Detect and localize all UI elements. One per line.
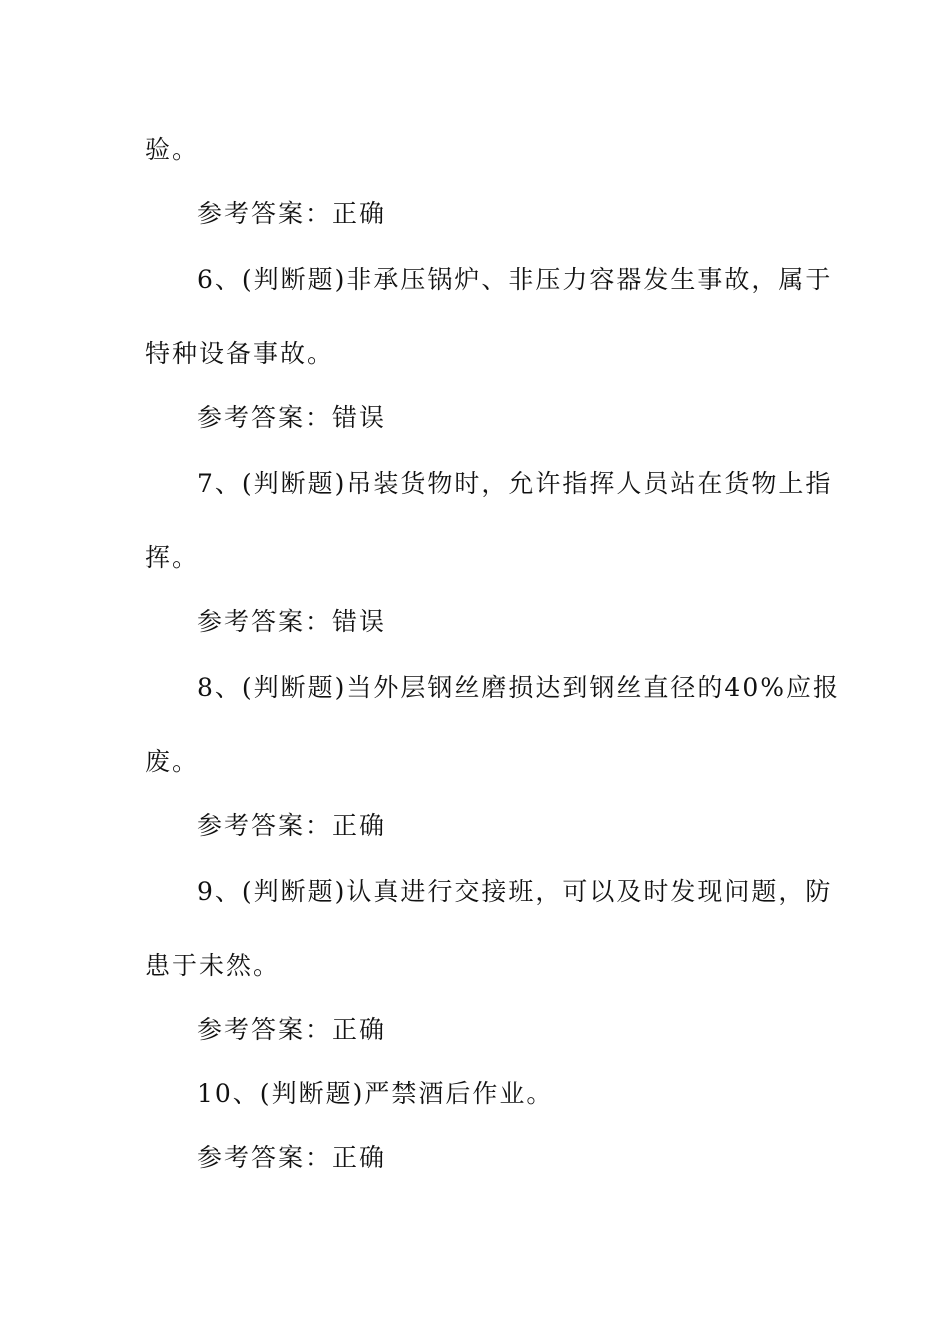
answer-9 bbox=[197, 1014, 386, 1046]
question-8-line1: 8、(判断题)当外层钢丝磨损达到钢丝直径的40%应报 bbox=[197, 673, 840, 702]
question-9-line2: 患于未然。 bbox=[145, 951, 281, 980]
answer-6 bbox=[197, 402, 386, 434]
answer-prefix: 参考答案： bbox=[197, 811, 333, 840]
answer-value: 错误 bbox=[332, 607, 387, 636]
answer-value: 正确 bbox=[332, 1015, 387, 1044]
question-6-line2: 特种设备事故。 bbox=[145, 339, 335, 368]
answer-prefix: 参考答案： bbox=[197, 1015, 333, 1044]
question-5-continuation: 验。 bbox=[145, 135, 200, 164]
answer-value: 错误 bbox=[332, 403, 387, 432]
answer-8 bbox=[197, 810, 386, 842]
question-10-line1: 10、(判断题)严禁酒后作业。 bbox=[197, 1079, 554, 1108]
question-8-line2: 废。 bbox=[145, 747, 200, 776]
answer-prefix: 参考答案： bbox=[197, 199, 333, 228]
answer-5 bbox=[197, 198, 386, 230]
answer-7 bbox=[197, 606, 386, 638]
answer-value: 正确 bbox=[332, 811, 387, 840]
answer-value: 正确 bbox=[332, 1143, 387, 1172]
question-6-line1: 6、(判断题)非承压锅炉、非压力容器发生事故，属于 bbox=[197, 265, 833, 294]
answer-prefix: 参考答案： bbox=[197, 607, 333, 636]
question-7-line2: 挥。 bbox=[145, 543, 200, 572]
question-7-line1: 7、(判断题)吊装货物时，允许指挥人员站在货物上指 bbox=[197, 469, 833, 498]
answer-prefix: 参考答案： bbox=[197, 1143, 333, 1172]
question-9-line1: 9、(判断题)认真进行交接班，可以及时发现问题，防 bbox=[197, 877, 833, 906]
answer-value: 正确 bbox=[332, 199, 387, 228]
answer-prefix: 参考答案： bbox=[197, 403, 333, 432]
answer-10 bbox=[197, 1142, 386, 1174]
